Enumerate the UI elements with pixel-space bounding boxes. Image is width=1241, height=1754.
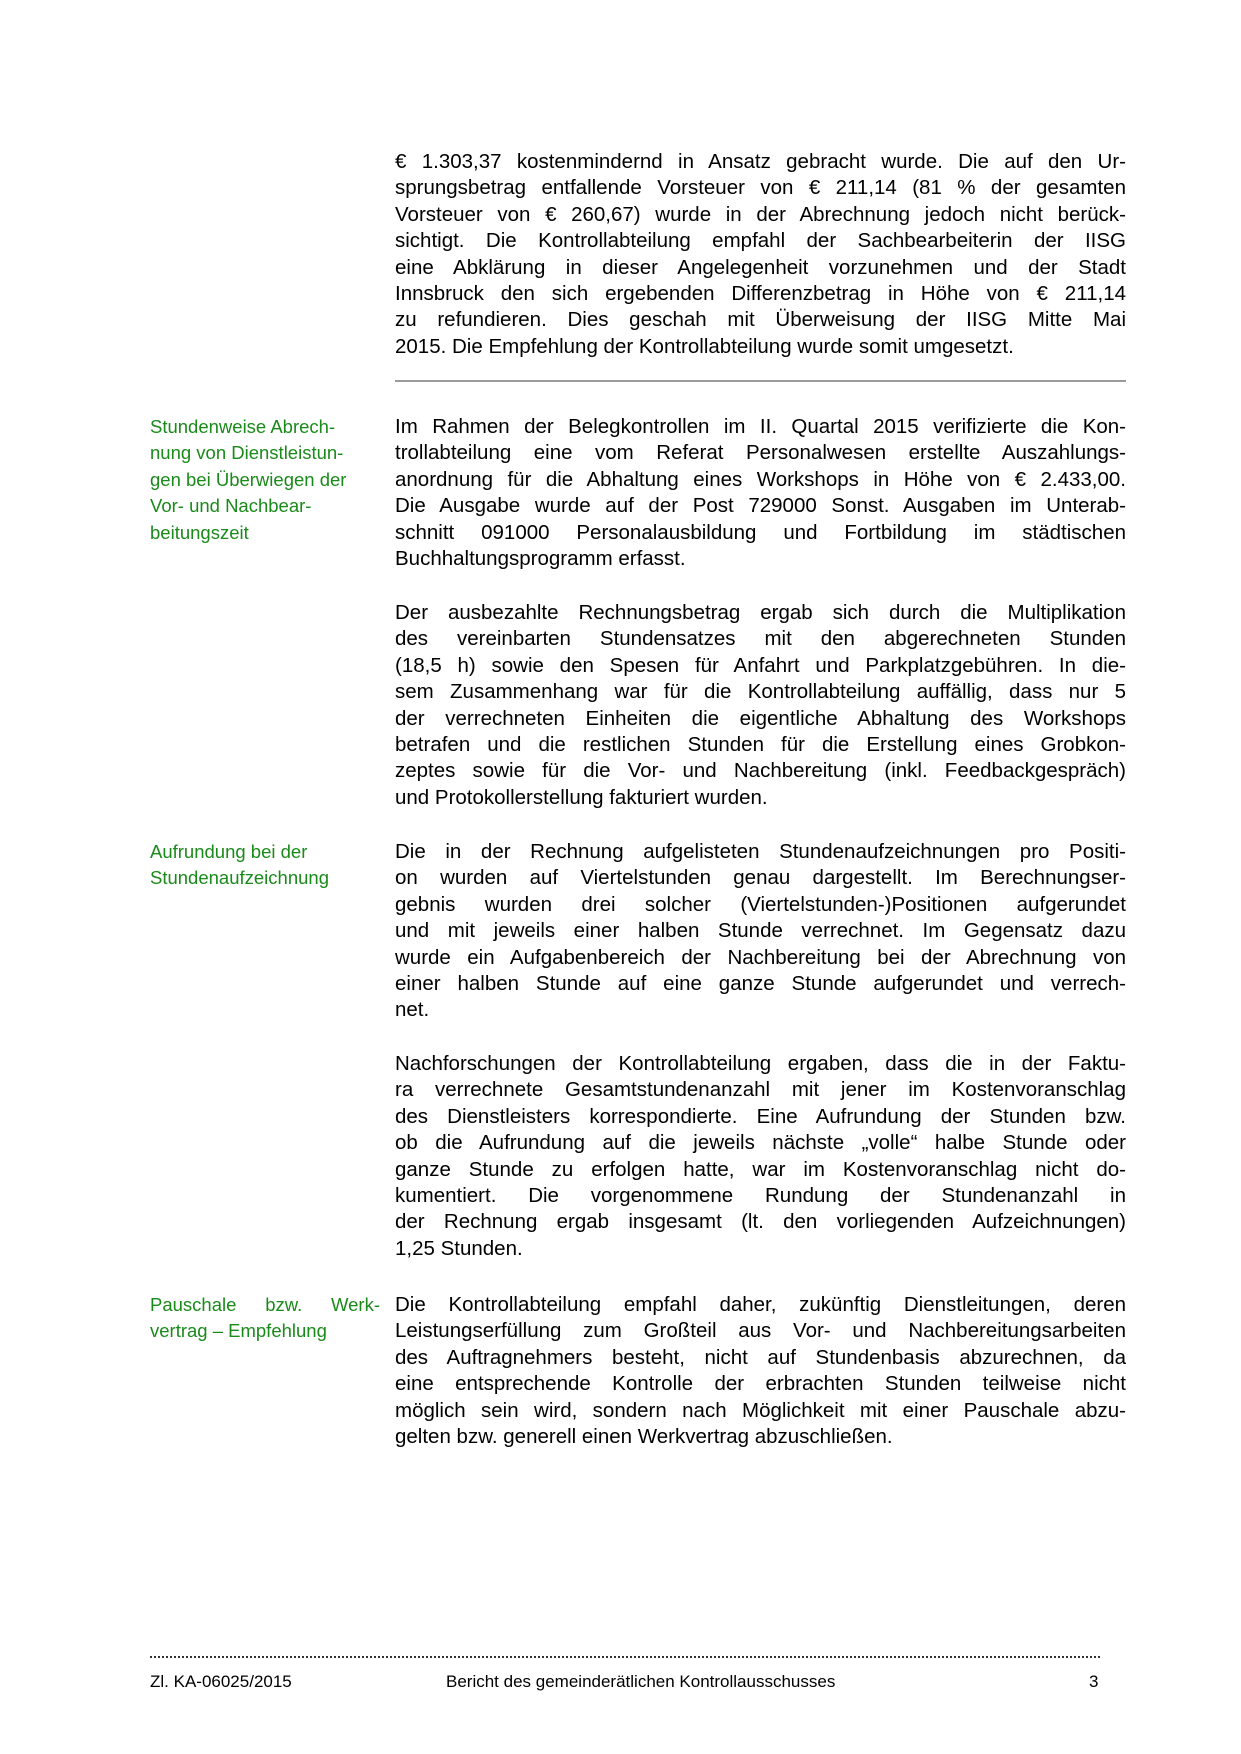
text-line: gebnis wurden drei solcher (Viertelstunden-)Positionen aufgerundet [395,892,1126,916]
footer-dotted-rule [150,1656,1100,1658]
text-line: Die Kontrollabteilung empfahl daher, zukünftig Dienstleitungen, deren [395,1293,1126,1316]
text-line: gelten bzw. generell einen Werkvertrag abzuschließen. [395,1424,893,1448]
text-line: beitungszeit [150,521,249,543]
text-line: betrafen und die restlichen Stunden für die Erstellung eines Grobkon- [395,732,1126,756]
text-line: gen bei Überwiegen der [150,468,347,490]
text-line: 1,25 Stunden. [395,1236,523,1260]
section-divider [395,380,1126,382]
text-line: Buchhaltungsprogramm erfasst. [395,546,686,570]
text-line: Im Rahmen der Belegkontrollen im II. Quartal 2015 verifizierte die Kon- [395,415,1126,438]
text-line: schnitt 091000 Personalausbildung und Fortbildung im städtischen [395,520,1126,544]
text-line: des Auftragnehmers besteht, nicht auf Stundenbasis abzurechnen, da [395,1345,1126,1369]
paragraph-stundenaufzeichnungen [395,839,1126,1024]
text-line: eine Abklärung in dieser Angelegenheit vorzunehmen und der Stadt [395,255,1126,279]
text-line: des vereinbarten Stundensatzes mit den abgerechneten Stunden [395,627,1126,651]
text-line: Aufrundung bei der [150,841,308,862]
text-line: Stundenweise Abrech- [150,416,336,437]
text-line: ob die Aufrundung auf die jeweils nächste „volle“ halbe Stunde oder [395,1131,1126,1155]
text-line: Stundenaufzeichnung [150,867,329,889]
text-line: des Dienstleisters korrespondierte. Eine Aufrundung der Stunden bzw. [395,1104,1126,1128]
text-line: Vorsteuer von € 260,67) wurde in der Abrechnung jedoch nicht berück- [395,202,1126,226]
text-line: möglich sein wird, sondern nach Möglichkeit mit einer Pauschale abzu- [395,1398,1126,1422]
text-line: zu refundieren. Dies geschah mit Überweisung der IISG Mitte Mai [395,308,1126,332]
page-number: 3 [1089,1672,1099,1691]
text-line: € 1.303,37 kostenmindernd in Ansatz gebracht wurde. Die auf den Ur- [395,150,1126,173]
text-line: anordnung für die Abhaltung eines Workshops in Höhe von € 2.433,00. [395,467,1126,491]
text-line: ganze Stunde zu erfolgen hatte, war im Kostenvoranschlag nicht do- [395,1157,1126,1181]
text-line: Pauschale bzw. Werk- [150,1294,380,1315]
margin-note-pauschale [150,1293,380,1346]
text-line: der verrechneten Einheiten die eigentliche Abhaltung des Workshops [395,706,1126,730]
text-line: Vor- und Nachbear- [150,495,312,517]
text-line: sem Zusammenhang war für die Kontrollabteilung auffällig, dass nur 5 [395,680,1126,704]
text-line: 2015. Die Empfehlung der Kontrollabteilung wurde somit umgesetzt. [395,334,1014,358]
margin-note-stundenweise [150,415,380,547]
text-line: ra verrechnete Gesamtstundenanzahl mit jener im Kostenvoranschlag [395,1078,1126,1102]
text-line: Leistungserfüllung zum Großteil aus Vor- und Nachbereitungsarbeiten [395,1319,1126,1343]
text-line: und Protokollerstellung fakturiert wurden. [395,785,768,809]
paragraph-empfehlung [395,1292,1126,1450]
text-line: net. [395,998,430,1022]
text-line: sichtigt. Die Kontrollabteilung empfahl der Sachbearbeiterin der IISG [395,229,1126,253]
paragraph-vorsteuer [395,149,1126,360]
text-line: Der ausbezahlte Rechnungsbetrag ergab sich durch die Multiplikation [395,601,1126,624]
text-line: nung von Dienstleistun- [150,442,344,464]
paragraph-belegkontrolle [395,414,1126,572]
margin-note-aufrundung [150,840,380,893]
text-line: sprungsbetrag entfallende Vorsteuer von € 211,14 (81 % der gesamten [395,176,1126,200]
text-line: (18,5 h) sowie den Spesen für Anfahrt und Parkplatzgebühren. In die- [395,653,1126,677]
text-line: einer halben Stunde auf eine ganze Stunde aufgerundet und verrech- [395,971,1126,995]
text-line: Die Ausgabe wurde auf der Post 729000 Sonst. Ausgaben im Unterab- [395,494,1126,518]
text-line: der Rechnung ergab insgesamt (lt. den vorliegenden Aufzeichnungen) [395,1210,1126,1234]
text-line: vertrag – Empfehlung [150,1320,327,1342]
text-line: wurde ein Aufgabenbereich der Nachbereitung bei der Abrechnung von [395,945,1126,969]
text-line: und mit jeweils einer halben Stunde verrechnet. Im Gegensatz dazu [395,919,1126,943]
text-line: zeptes sowie für die Vor- und Nachbereitung (inkl. Feedbackgespräch) [395,759,1126,783]
text-line: kumentiert. Die vorgenommene Rundung der Stundenanzahl in [395,1183,1126,1207]
paragraph-rechnungsbetrag [395,600,1126,811]
text-line: trollabteilung eine vom Referat Personalwesen erstellte Auszahlungs- [395,441,1126,465]
text-line: eine entsprechende Kontrolle der erbrachten Stunden teilweise nicht [395,1372,1126,1396]
text-line: Nachforschungen der Kontrollabteilung ergaben, dass die in der Faktu- [395,1052,1126,1075]
footer-title: Bericht des gemeinderätlichen Kontrollausschusses [446,1672,836,1691]
text-line: on wurden auf Viertelstunden genau dargestellt. Im Berechnungser- [395,866,1126,890]
text-line: Innsbruck den sich ergebenden Differenzbetrag in Höhe von € 211,14 [395,281,1126,305]
paragraph-nachforschungen [395,1051,1126,1262]
footer-reference: Zl. KA-06025/2015 [150,1672,292,1691]
text-line: Die in der Rechnung aufgelisteten Stundenaufzeichnungen pro Positi- [395,840,1126,863]
